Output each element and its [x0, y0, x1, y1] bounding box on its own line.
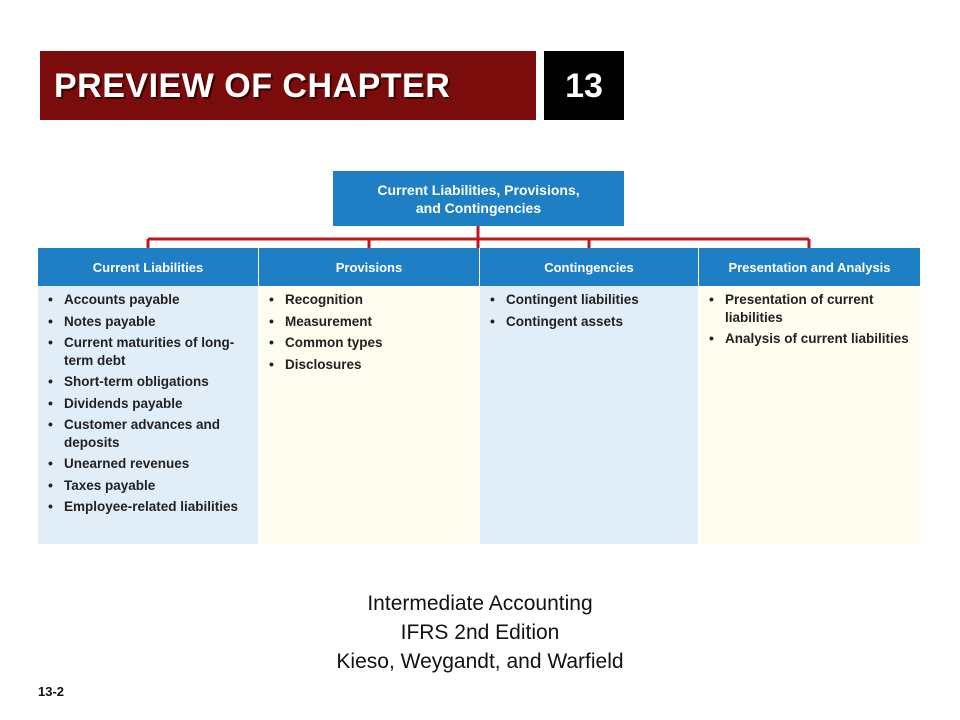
column-items-list — [707, 291, 910, 348]
column-body-contingencies — [480, 286, 698, 544]
list-item: • Current maturities of long-term debt — [46, 334, 248, 369]
column-heading-current-liabilities: Current Liabilities — [38, 248, 258, 286]
column-heading-presentation-analysis: Presentation and Analysis — [699, 248, 920, 286]
book-citation — [240, 589, 720, 676]
list-item: • Recognition — [267, 291, 469, 309]
column-items-list — [46, 291, 248, 516]
list-item: • Customer advances and deposits — [46, 416, 248, 451]
list-item: • Employee-related liabilities — [46, 498, 248, 516]
list-item: • Contingent assets — [488, 313, 688, 331]
slide-number: 13-2 — [38, 684, 65, 699]
column-body-provisions — [259, 286, 479, 544]
list-item: • Disclosures — [267, 356, 469, 374]
list-item: • Dividends payable — [46, 395, 248, 413]
column-items-list — [488, 291, 688, 330]
column-heading-provisions: Provisions — [259, 248, 479, 286]
list-item: • Common types — [267, 334, 469, 352]
book-authors: Kieso, Weygandt, and Warfield — [336, 650, 624, 673]
list-item: • Unearned revenues — [46, 455, 248, 473]
list-item: • Taxes payable — [46, 477, 248, 495]
chapter-number: 13 — [565, 67, 603, 105]
book-title: Intermediate Accounting — [367, 592, 593, 615]
column-items-list — [267, 291, 469, 373]
list-item: • Analysis of current liabilities — [707, 330, 910, 348]
column-body-current-liabilities — [38, 286, 258, 544]
column-body-presentation-analysis — [699, 286, 920, 544]
diagram-root-node: Current Liabilities, Provisions, and Contingencies — [333, 171, 624, 226]
list-item: • Accounts payable — [46, 291, 248, 309]
list-item: • Contingent liabilities — [488, 291, 688, 309]
list-item: • Measurement — [267, 313, 469, 331]
column-heading-contingencies: Contingencies — [480, 248, 698, 286]
book-edition: IFRS 2nd Edition — [400, 621, 560, 644]
list-item: • Presentation of current liabilities — [707, 291, 910, 326]
list-item: • Notes payable — [46, 313, 248, 331]
list-item: • Short-term obligations — [46, 373, 248, 391]
chapter-title: PREVIEW OF CHAPTER — [54, 67, 451, 105]
